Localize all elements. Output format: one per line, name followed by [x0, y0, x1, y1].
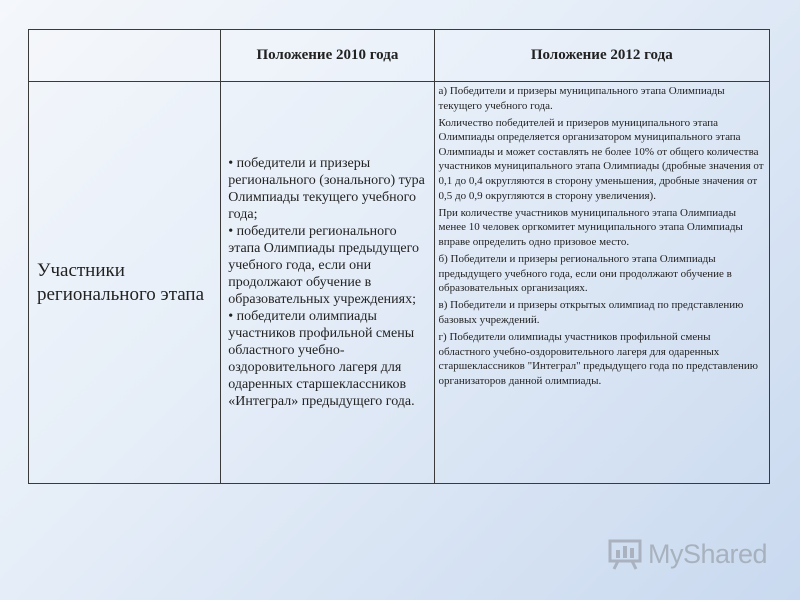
header-empty-cell	[29, 30, 221, 82]
header-2010: Положение 2010 года	[221, 30, 434, 82]
paragraph-2012: а) Победители и призеры муниципального этапа Олимпиады текущего учебного года.	[438, 85, 725, 112]
header-2012: Положение 2012 года	[434, 30, 769, 82]
paragraph-2012: г) Победители олимпиады участников профильной смены областного учебно-оздоровительного лагеря для одаренных старшеклассников "Интеграл" предыдущего года по представлению организаторов данной олимпиады.	[438, 331, 758, 387]
paragraph-2012: б) Победители и призеры регионального этапа Олимпиады предыдущего учебного года, если они продолжают обучение в образовательных организациях.	[438, 253, 732, 295]
table-row	[29, 82, 770, 484]
cell-2012	[434, 82, 769, 484]
cell-2010	[221, 82, 434, 484]
row-label: Участники регионального этапа	[29, 82, 221, 484]
watermark	[608, 538, 767, 570]
paragraph-2012: При количестве участников муниципального этапа Олимпиады менее 10 человек оргкомитет муниципального этапа Олимпиады вправе определить одно призовое место.	[438, 206, 743, 248]
watermark-text: MyShared	[648, 538, 768, 569]
comparison-table	[28, 29, 770, 484]
list-item-2010: • победители регионального этапа Олимпиады предыдущего учебного года, если они продолжают обучение в образовательных учреждениях;	[228, 224, 420, 307]
list-item-2010: • победители и призеры регионального (зонального) тура Олимпиады текущего учебного года;	[228, 156, 425, 222]
presentation-board-icon	[608, 538, 642, 570]
paragraph-2012: Количество победителей и призеров муниципального этапа Олимпиады определяется организатором муниципального этапа Олимпиады и может составлять не более 10% от общего количества участников муниципального этапа Олимпиады (дробные значения от 0,1 до 0,4 округляются в сторону уменьшения, дробные значения от 0,5 до 0,9 округляются в сторону увеличения).	[438, 116, 764, 202]
paragraph-2012: в) Победители и призеры открытых олимпиад по представлению базовых учреждений.	[438, 299, 744, 326]
table-header-row	[29, 30, 770, 82]
list-item-2010: • победители олимпиады участников профильной смены областного учебно-оздоровительного лагеря для одаренных старшеклассников «Интеграл» предыдущего года.	[228, 309, 415, 409]
